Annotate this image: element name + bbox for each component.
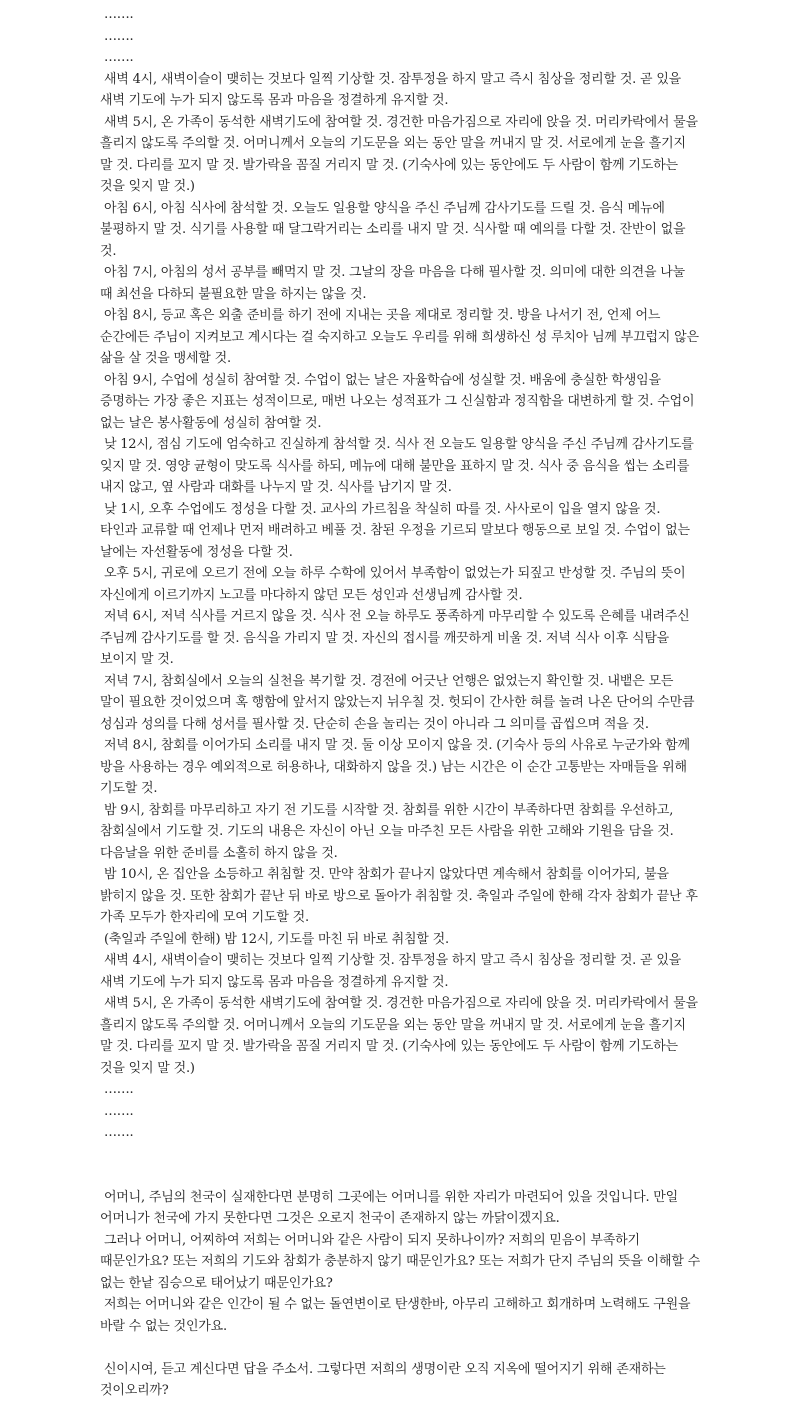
closing-paragraph: 저희는 어머니와 같은 인간이 될 수 없는 돌연변이로 탄생한바, 아무리 고해하고 회개하며 노력해도 구원을 바랄 수 없는 것인가요. [100, 1297, 695, 1334]
rule-paragraph: 낮 1시, 오후 수업에도 정성을 다할 것. 교사의 가르침을 착실히 따를 것. 사사로이 입을 열지 않을 것. 타인과 교류할 때 언제나 먼저 배려하고 베풀 것. 참된 우정을 기르되 말보다 행동으로 보일 것. 수업이 없는 날에는 자선활동에 정성을 다할 것. [100, 501, 694, 560]
ellipsis-line: ……. [100, 1082, 134, 1097]
rule-paragraph: 오후 5시, 귀로에 오르기 전에 오늘 하루 수학에 있어서 부족함이 없었는가 되짚고 반성할 것. 주님의 뜻이 자신에게 이르기까지 노고를 마다하지 않던 모든 성인과 선생님께 감사할 것. [100, 566, 690, 603]
closing-paragraph: 그러나 어머니, 어찌하여 저희는 어머니와 같은 사람이 되지 못하나이까? 저희의 믿음이 부족하기 때문인가요? 또는 저희의 기도와 참회가 충분하지 않기 때문인가요? 또는 저희가 단지 주님의 뜻을 이해할 수 없는 한낱 짐승으로 태어났기 때문인가요? [100, 1232, 704, 1291]
rule-paragraph: 아침 7시, 아침의 성서 공부를 빼먹지 말 것. 그날의 장을 마음을 다해 필사할 것. 의미에 대한 의견을 나눌 때 최선을 다하되 불필요한 말을 하지는 않을 것. [100, 265, 689, 302]
final-section [100, 1359, 700, 1402]
rule-paragraph: 밤 9시, 참회를 마무리하고 자기 전 기도를 시작할 것. 참회를 위한 시간이 부족하다면 참회를 우선하고, 참회실에서 기도할 것. 기도의 내용은 자신이 아닌 오늘 마주친 모든 사람을 위한 고해와 기원을 담을 것. 다음날을 위한 준비를 소홀히 하지 않을 것. [100, 802, 678, 861]
section-spacer [100, 1337, 700, 1359]
rule-paragraph: 밤 10시, 온 집안을 소등하고 취침할 것. 만약 참회가 끝나지 않았다면 계속해서 참회를 이어가되, 불을 밝히지 않을 것. 또한 참회가 끝난 뒤 바로 방으로 돌아가 취침할 것. 축일과 주일에 한해 각자 참회가 끝난 후 가족 모두가 한자리에 모여 기도할 것. [100, 867, 702, 925]
rule-paragraph: 저녁 6시, 저녁 식사를 거르지 않을 것. 식사 전 오늘 하루도 풍족하게 마무리할 수 있도록 은혜를 내려주신 주님께 감사기도를 할 것. 음식을 가리지 말 것. 자신의 접시를 깨끗하게 비울 것. 저녁 식사 이후 식탐을 보이지 말 것. [100, 609, 694, 667]
rule-paragraph: 새벽 5시, 온 가족이 동석한 새벽기도에 참여할 것. 경건한 마음가짐으로 자리에 앉을 것. 머리카락에서 물을 흘리지 않도록 주의할 것. 어머니께서 오늘의 기도문을 외는 동안 말을 꺼내지 말 것. 서로에게 눈을 흘기지 말 것. 다리를 꼬지 말 것. 발가락을 꼼질 거리지 말 것. (기숙사에 있는 동안에도 두 사람이 함께 기도하는 것을 잊지 말 것.) [100, 114, 702, 194]
section-spacer [100, 1144, 700, 1166]
rule-paragraph: 낮 12시, 점심 기도에 엄숙하고 진실하게 참석할 것. 식사 전 오늘도 일용할 양식을 주신 주님께 감사기도를 잊지 말 것. 영양 균형이 맞도록 식사를 하되, 메뉴에 대해 불만을 표하지 말 것. 식사 중 음식을 씹는 소리를 내지 않고, 옆 사람과 대화를 나누지 말 것. 식사를 남기지 말 것. [100, 437, 698, 495]
closing-paragraph: 어머니, 주님의 천국이 실재한다면 분명히 그곳에는 어머니를 위한 자리가 마련되어 있을 것입니다. 만일 어머니가 천국에 가지 못한다면 그것은 오로지 천국이 존재하지 않는 까닭이겠지요. [100, 1189, 682, 1226]
rule-paragraph: 아침 9시, 수업에 성실히 참여할 것. 수업이 없는 날은 자율학습에 성실할 것. 배움에 충실한 학생임을 증명하는 가장 좋은 지표는 성적이므로, 매번 나오는 성적표가 그 신실함과 정직함을 대변하게 할 것. 수업이 없는 날은 봉사활동에 성실히 참여할 것. [100, 372, 699, 431]
rule-paragraph: 아침 6시, 아침 식사에 참석할 것. 오늘도 일용할 양식을 주신 주님께 감사기도를 드릴 것. 음식 메뉴에 불평하지 말 것. 식기를 사용할 때 달그락거리는 소리를 내지 말 것. 식사할 때 예의를 다할 것. 잔반이 없을 것. [100, 200, 690, 259]
section-spacer [100, 1165, 700, 1187]
rule-paragraph: 새벽 5시, 온 가족이 동석한 새벽기도에 참여할 것. 경건한 마음가짐으로 자리에 앉을 것. 머리카락에서 물을 흘리지 않도록 주의할 것. 어머니께서 오늘의 기도문을 외는 동안 말을 꺼내지 말 것. 서로에게 눈을 흘기지 말 것. 다리를 꼬지 말 것. 발가락을 꼼질 거리지 말 것. (기숙사에 있는 동안에도 두 사람이 함께 기도하는 것을 잊지 말 것.) [100, 996, 702, 1076]
rule-paragraph: 새벽 4시, 새벽이슬이 맺히는 것보다 일찍 기상할 것. 잠투정을 하지 말고 즉시 침상을 정리할 것. 곧 있을 새벽 기도에 누가 되지 않도록 몸과 마음을 정결하게 유지할 것. [100, 953, 685, 990]
rule-paragraph: (축일과 주일에 한해) 밤 12시, 기도를 마친 뒤 바로 취침할 것. [100, 931, 449, 947]
closing-section [100, 1187, 704, 1338]
rule-paragraph: 새벽 4시, 새벽이슬이 맺히는 것보다 일찍 기상할 것. 잠투정을 하지 말고 즉시 침상을 정리할 것. 곧 있을 새벽 기도에 누가 되지 않도록 몸과 마음을 정결하게 유지할 것. [100, 71, 685, 108]
rules-section [100, 4, 703, 1144]
document-body [100, 4, 704, 1402]
rule-paragraph: 저녁 8시, 참회를 이어가되 소리를 내지 말 것. 둘 이상 모이지 않을 것. (기숙사 등의 사유로 누군가와 함께 방을 사용하는 경우 예외적으로 허용하나, 대화하지 않을 것.) 남는 시간은 이 순간 고통받는 자매들을 위해 기도할 것. [100, 738, 694, 796]
ellipsis-line: ……. [100, 50, 134, 65]
ellipsis-line: ……. [100, 28, 134, 44]
ellipsis-line: ……. [100, 7, 134, 22]
rule-paragraph: 아침 8시, 등교 혹은 외출 준비를 하기 전에 지내는 곳을 제대로 정리할 것. 방을 나서기 전, 언제 어느 순간에든 주님이 지켜보고 계시다는 걸 숙지하고 오늘도 우리를 위해 희생하신 성 루치아 님께 부끄럽지 않은 삶을 살 것을 맹세할 것. [100, 308, 703, 366]
rule-paragraph: 저녁 7시, 참회실에서 오늘의 실천을 복기할 것. 경전에 어긋난 언행은 없었는지 확인할 것. 내뱉은 모든 말이 필요한 것이었으며 혹 행함에 앞서지 않았는지 뉘우칠 것. 헛되이 간사한 혀를 놀려 나온 단어의 수만큼 성심과 성의를 다해 성서를 필사할 것. 단순히 손을 놀리는 것이 아니라 그 의미를 곱씹으며 적을 것. [100, 673, 699, 732]
ellipsis-line: ……. [100, 1125, 134, 1140]
final-paragraph: 신이시여, 듣고 계신다면 답을 주소서. 그렇다면 저희의 생명이란 오직 지옥에 떨어지기 위해 존재하는 것이오리까? [100, 1361, 670, 1398]
ellipsis-line: ……. [100, 1103, 134, 1119]
